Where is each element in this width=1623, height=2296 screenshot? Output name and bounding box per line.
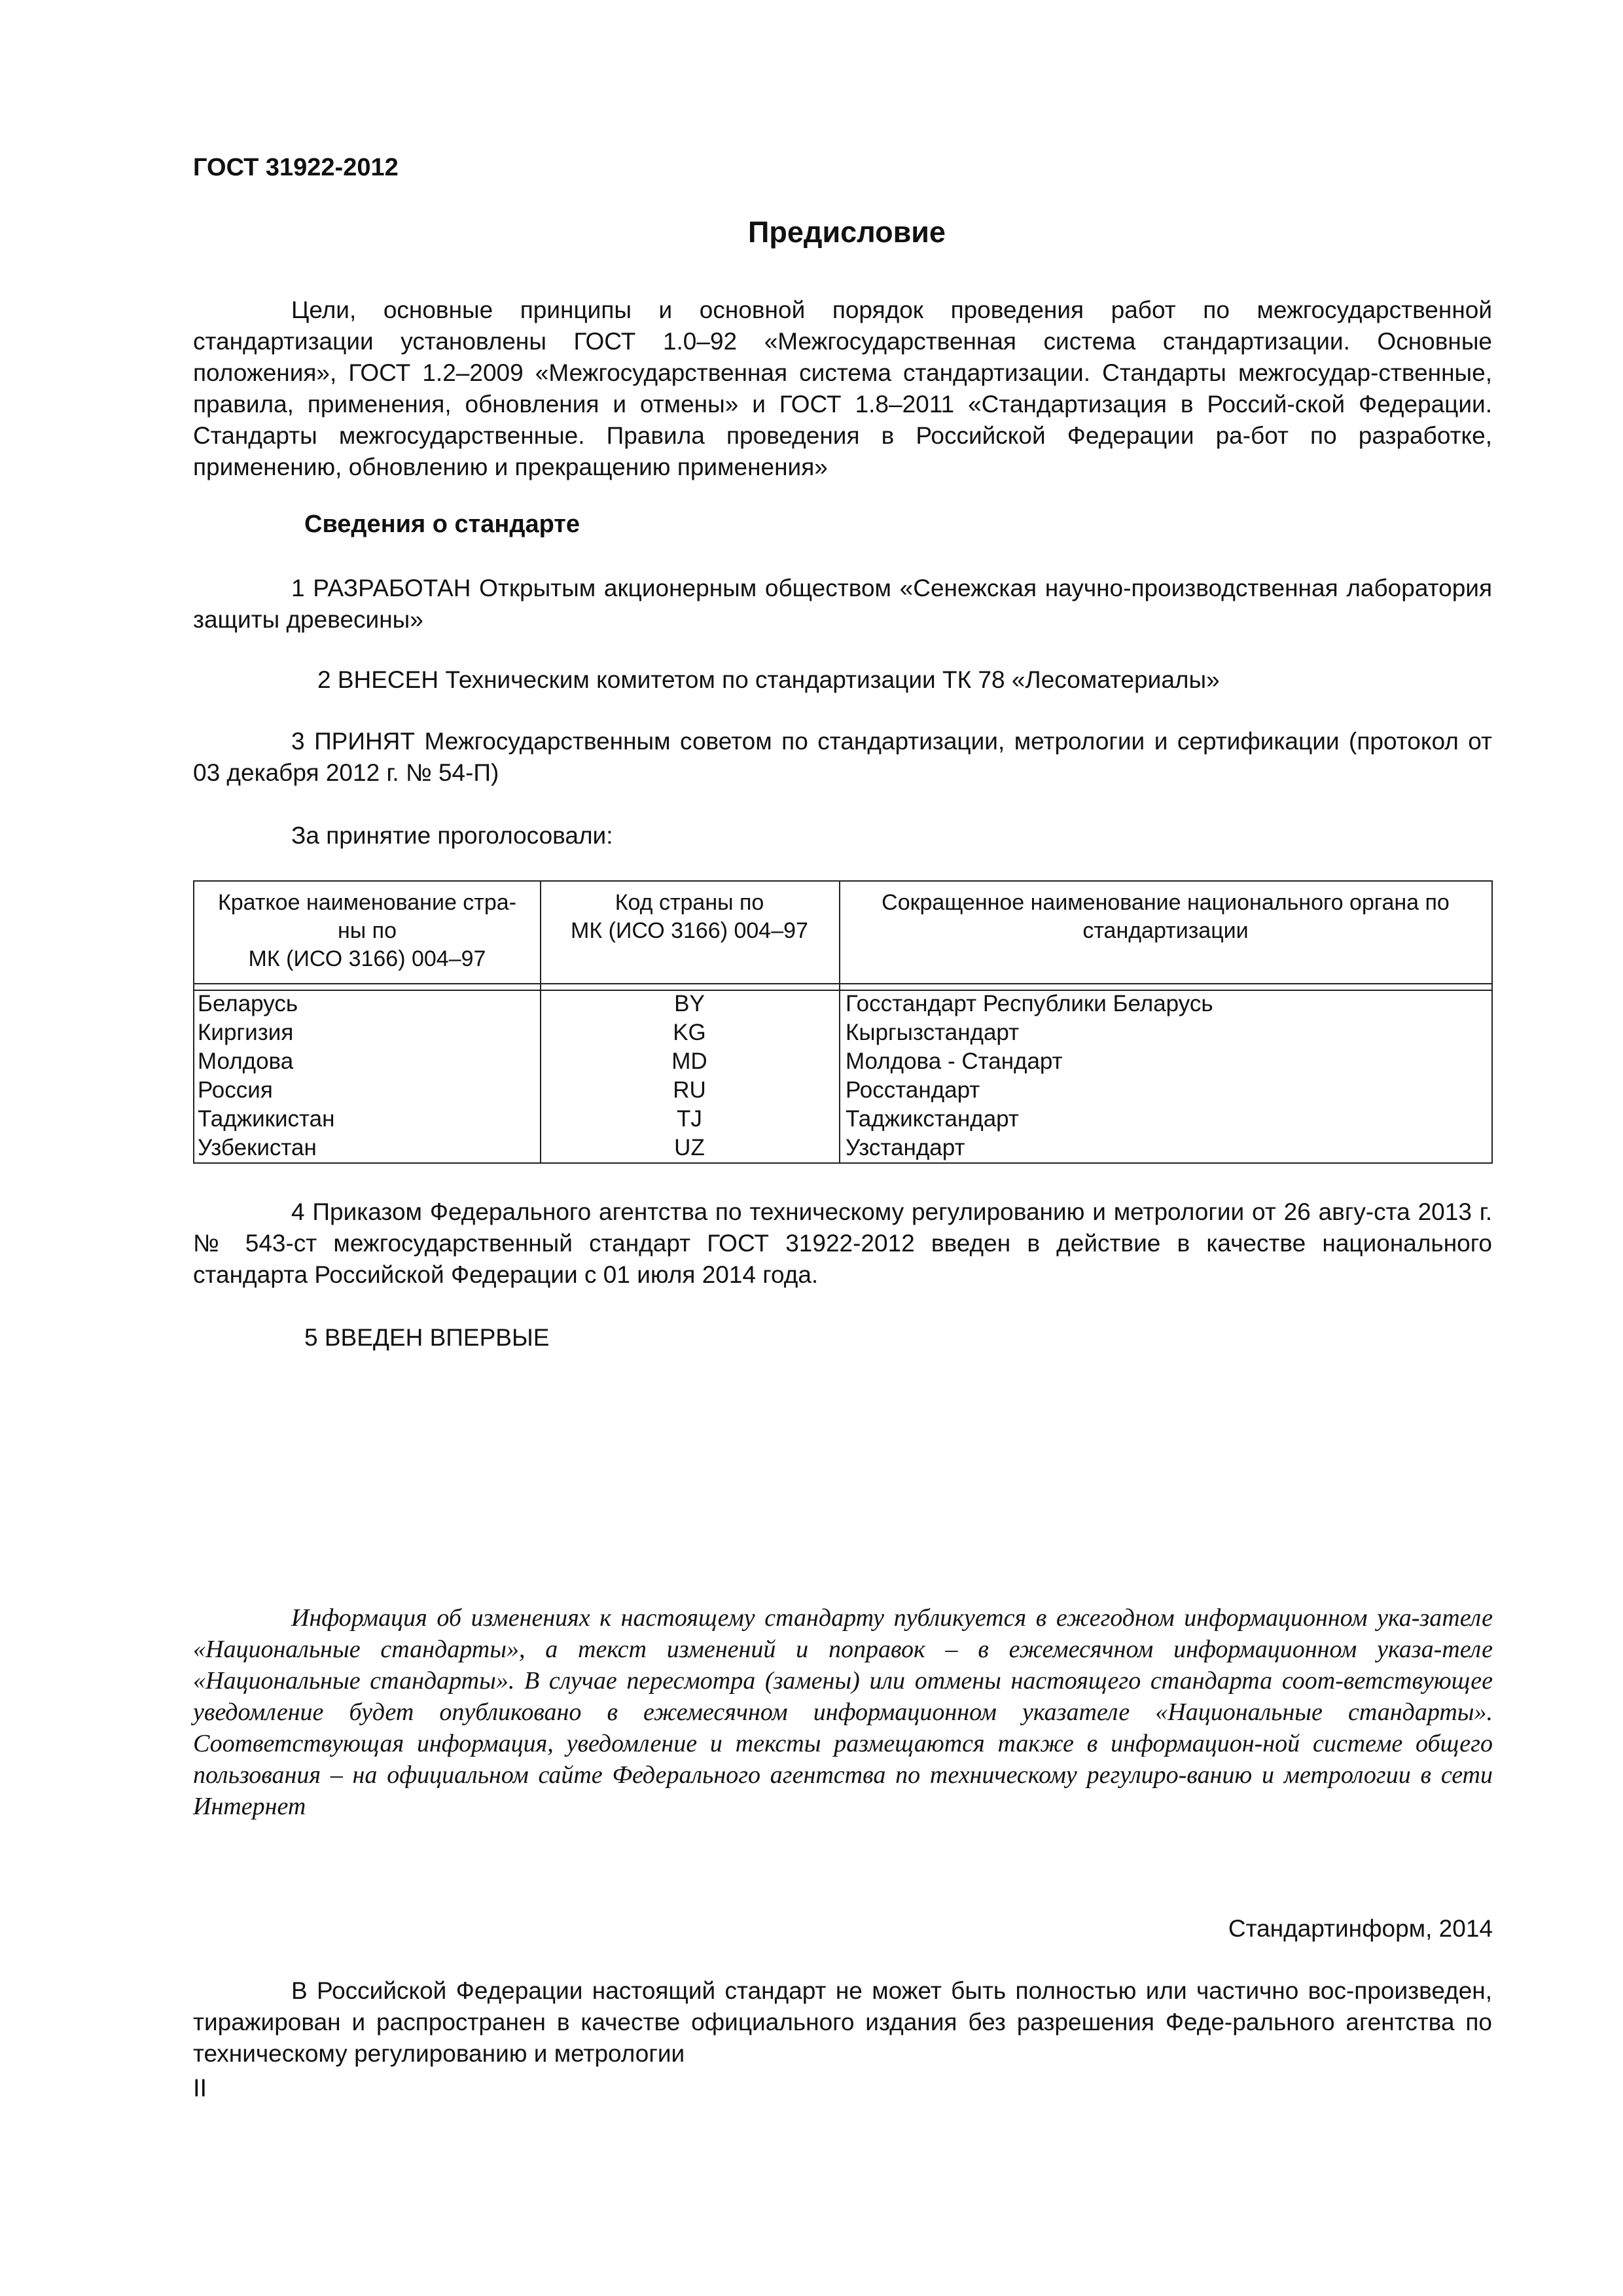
standard-info-item-5: 5 ВВЕДЕН ВПЕРВЫЕ — [304, 1324, 550, 1351]
table-header-text: стандартизации — [1082, 918, 1249, 943]
page-number: II — [193, 2075, 207, 2102]
page-title: Предисловие — [748, 215, 946, 249]
standard-info-item-2: 2 ВНЕСЕН Техническим комитетом по стандартизации ТК 78 «Лесоматериалы» — [317, 666, 1220, 693]
table-header-national-body — [851, 889, 1480, 945]
table-cell-national-body: Молдова - Стандарт — [846, 1049, 1063, 1074]
table-cell-code: KG — [673, 1020, 706, 1045]
publication-notice: Информация об изменениях к настоящему стандарту публикуется в ежегодном информационном ука-зателе «Национальные стандарты», а текст изменений и поправок – в ежемесячном информационном указа-теле «Национальные стандарты». В случае пересмотра (замены) или отмены настоящего стандарта соот-ветствующее уведомление будет опубликовано в ежемесячном информационном указателе «Национальные стандарты». Соответствующая информация, уведомление и тексты размещаются также в информацион-ной системе общего пользования – на официальном сайте Федерального агентства по техническому регулиро-ванию и метрологии в сети Интернет — [193, 1604, 1493, 1820]
table-header-text: Сокращенное наименование национального органа по — [882, 890, 1450, 915]
table-cell-country: Беларусь — [198, 991, 298, 1016]
table-cell-national-body: Росстандарт — [846, 1077, 980, 1103]
table-cell-national-body: Кыргызстандарт — [846, 1020, 1020, 1045]
table-header-text: МК (ИСО 3166) 004–97 — [248, 946, 486, 971]
table-national-body-column — [846, 990, 1474, 1162]
voted-label: За принятие проголосовали: — [291, 822, 613, 849]
standard-info-heading: Сведения о стандарте — [304, 511, 580, 538]
table-header-country — [207, 889, 527, 973]
standard-info-item-1: 1 РАЗРАБОТАН Открытым акционерным обществом «Сенежская научно-производственная лаборатория защиты древесины» — [193, 575, 1492, 633]
table-cell-code: RU — [673, 1077, 706, 1103]
publisher-line: Стандартинформ, 2014 — [1228, 1915, 1493, 1942]
table-cell-country: Россия — [198, 1077, 273, 1103]
table-cell-code: TJ — [677, 1106, 702, 1132]
table-cell-country: Узбекистан — [198, 1135, 317, 1160]
table-code-column — [540, 990, 839, 1162]
table-header-text: Код страны по — [615, 890, 764, 915]
table-cell-code: MD — [671, 1049, 707, 1074]
table-cell-national-body: Госстандарт Республики Беларусь — [846, 991, 1213, 1016]
table-header-code — [553, 889, 826, 945]
table-header-divider — [194, 983, 1491, 984]
table-cell-national-body: Таджикстандарт — [846, 1106, 1019, 1132]
table-cell-country: Молдова — [198, 1049, 294, 1074]
table-cell-national-body: Узстандарт — [846, 1135, 965, 1160]
table-country-column — [198, 990, 525, 1162]
copyright-paragraph: В Российской Федерации настоящий стандарт не может быть полностью или частично вос-произведен, тиражирован и распространен в качестве официального издания без разрешения Феде-рального агентства по техническому регулированию и метрологии — [193, 1977, 1492, 2067]
table-cell-code: BY — [674, 991, 705, 1016]
table-header-text: ны по — [338, 918, 397, 943]
table-cell-country: Киргизия — [198, 1020, 294, 1045]
table-cell-code: UZ — [674, 1135, 705, 1160]
intro-paragraph: Цели, основные принципы и основной порядок проведения работ по межгосударственной стандартизации установлены ГОСТ 1.0–92 «Межгосударственная система стандартизации. Основные положения», ГОСТ 1.2–2009 «Межгосударственная система стандартизации. Стандарты межгосудар-ственные, правила, применения, обновления и отмены» и ГОСТ 1.8–2011 «Стандартизация в Россий-ской Федерации. Стандарты межгосударственные. Правила проведения в Российской Федерации ра-бот по разработке, применению, обновлению и прекращению применения» — [193, 296, 1492, 480]
table-header-text: МК (ИСО 3166) 004–97 — [571, 918, 808, 943]
table-header-text: Краткое наименование стра- — [217, 890, 517, 915]
standard-info-item-4: 4 Приказом Федерального агентства по техническому регулированию и метрологии от 26 авгу-ста 2013 г. № 543-ст межгосударственный стандарт ГОСТ 31922-2012 введен в действие в качестве национального стандарта Российской Федерации с 01 июля 2014 года. — [193, 1198, 1492, 1288]
table-cell-country: Таджикистан — [198, 1106, 335, 1132]
table-column-divider — [839, 882, 840, 1162]
document-code: ГОСТ 31922-2012 — [193, 154, 399, 181]
standard-info-item-3: 3 ПРИНЯТ Межгосударственным советом по стандартизации, метрологии и сертификации (протокол от 03 декабря 2012 г. № 54-П) — [193, 728, 1492, 786]
